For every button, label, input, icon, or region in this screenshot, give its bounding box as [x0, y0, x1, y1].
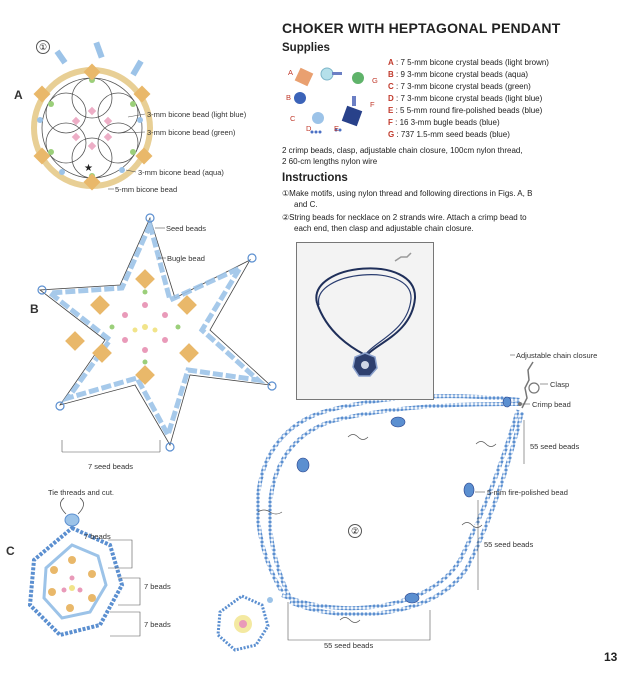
- finished-choker-photo: [296, 242, 434, 400]
- fig-c-label: C: [6, 544, 15, 558]
- fig-a-motif: [34, 41, 153, 190]
- supplies-heading: Supplies: [282, 42, 330, 54]
- fig-c-callout-7beads-1: 7 beads: [84, 532, 111, 541]
- bead-label-b: B: [286, 93, 292, 102]
- instruction-2: ②String beads for necklace on 2 strands wire. Attach a crimp bead to each end, then clasp and adjustable chain closure.: [282, 213, 527, 233]
- fig-c-callout-7beads-3: 7 beads: [144, 620, 171, 629]
- fig-a-callout-green: 3-mm bicone bead (green): [147, 128, 236, 137]
- fig-b-label: B: [30, 302, 39, 316]
- necklace-callout-crimp: Crimp bead: [532, 400, 571, 409]
- supply-a: A : 7 5-mm bicone crystal beads (light brown): [388, 58, 549, 67]
- supply-g: G : 737 1.5-mm seed beads (blue): [388, 130, 510, 139]
- supply-c: C : 7 3-mm bicone crystal beads (green): [388, 82, 531, 91]
- necklace-callout-55-right: 55 seed beads: [530, 442, 580, 451]
- bead-label-e: E: [334, 124, 340, 133]
- necklace-callout-clasp: Clasp: [550, 380, 570, 389]
- fig-c-callout-tie: Tie threads and cut.: [48, 488, 115, 497]
- necklace-callout-firepolished: 5-mm fire-polished bead: [487, 488, 568, 497]
- necklace-callout-55-middle: 55 seed beads: [484, 540, 534, 549]
- bead-label-c: C: [290, 114, 296, 123]
- fig-b-motif: [38, 214, 276, 452]
- bead-label-f: F: [370, 100, 375, 109]
- beads-illustration: [294, 68, 364, 134]
- necklace-callout-55-bottom: 55 seed beads: [324, 641, 374, 650]
- necklace-step-number: ②: [348, 524, 362, 538]
- supply-b: B : 9 3-mm bicone crystal beads (aqua): [388, 70, 529, 79]
- fig-b-callout-seed: Seed beads: [166, 224, 207, 233]
- bead-label-g: G: [372, 76, 378, 85]
- fig-a-star: ★: [84, 163, 93, 174]
- page-title: CHOKER WITH HEPTAGONAL PENDANT: [282, 20, 561, 36]
- fig-a-label: A: [14, 88, 23, 102]
- supply-e: E : 5 5-mm round fire-polished beads (blue): [388, 106, 543, 115]
- instruction-1: ①Make motifs, using nylon thread and following directions in Figs. A, B and C.: [282, 189, 533, 209]
- instructions-heading: Instructions: [282, 172, 348, 184]
- fig-c-motif: [30, 498, 140, 636]
- fig-a-step-number: ①: [36, 40, 50, 54]
- supply-f: F : 16 3-mm bugle beads (blue): [388, 118, 500, 127]
- fig-c-callout-7beads-2: 7 beads: [144, 582, 171, 591]
- fig-a-callout-aqua: 3-mm bicone bead (aqua): [138, 168, 224, 177]
- bead-label-a: A: [288, 68, 294, 77]
- supply-d: D : 7 3-mm bicone crystal beads (light blue): [388, 94, 543, 103]
- necklace-callout-chain: Adjustable chain closure: [516, 351, 598, 360]
- fig-b-callout-bugle: Bugle bead: [167, 254, 205, 263]
- page-number: 13: [604, 650, 618, 664]
- fig-b-callout-7seed: 7 seed beads: [88, 462, 134, 471]
- fig-a-callout-light-blue: 3-mm bicone bead (light blue): [147, 110, 247, 119]
- bead-label-d: D: [306, 124, 312, 133]
- supplies-note: 2 crimp beads, clasp, adjustable chain closure, 100cm nylon thread, 2 60-cm lengths nylon wire: [282, 146, 523, 166]
- fig-a-callout-5mm: 5-mm bicone bead: [115, 185, 178, 194]
